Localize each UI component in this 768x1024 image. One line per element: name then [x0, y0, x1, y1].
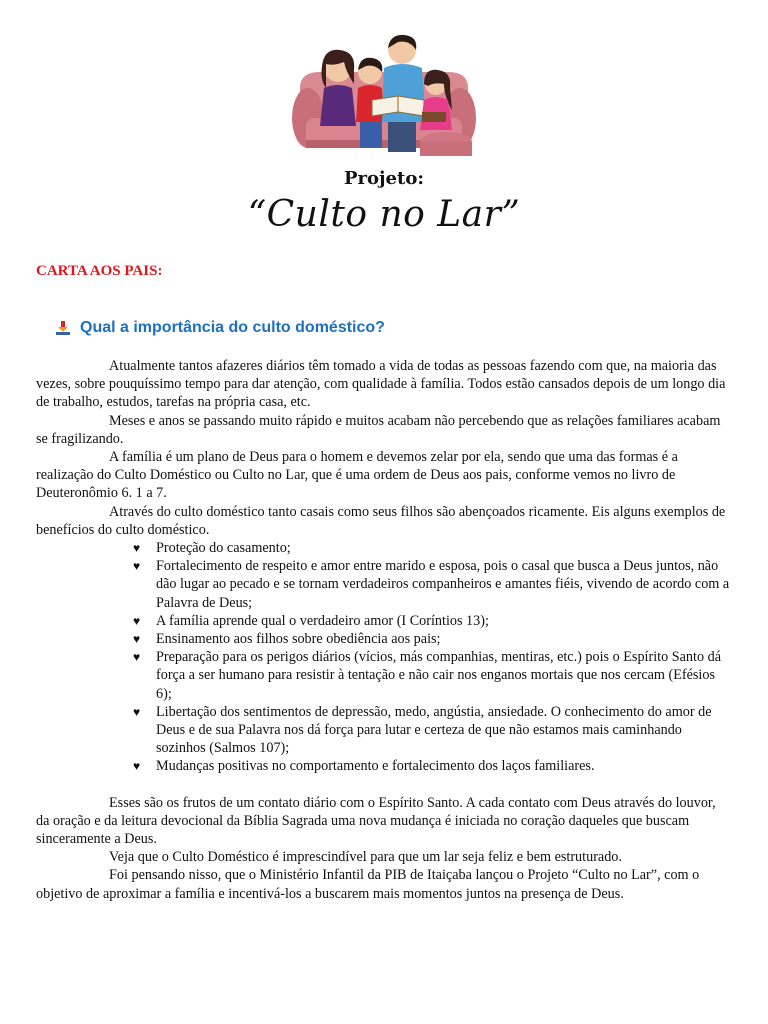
letter-heading: CARTA AOS PAIS: — [36, 263, 163, 279]
list-item-text: Ensinamento aos filhos sobre obediência aos pais; — [156, 631, 441, 648]
list-item — [133, 557, 732, 612]
list-item — [133, 757, 732, 775]
spacer — [36, 776, 732, 794]
section-title: Qual a importância do culto doméstico? — [80, 319, 385, 336]
paragraph: Meses e anos se passando muito rápido e muitos acabam não percebendo que as relações familiares acabam se fragilizando. — [36, 412, 721, 447]
list-item — [133, 630, 732, 648]
paragraph: Através do culto doméstico tanto casais como seus filhos são abençoados ricamente. Eis alguns exemplos de benefícios do culto doméstico. — [36, 503, 726, 538]
bullet-arrow-icon — [56, 321, 70, 335]
paragraph: Atualmente tantos afazeres diários têm tomado a vida de todas as pessoas fazendo com que, na maioria das vezes, sobre pouquíssimo tempo para dar atenção, com qualidade à família. Todos estão cansados depois de um longo dia de trabalho, estudos, tarefas na própria casa, etc. — [36, 358, 726, 411]
list-item — [133, 648, 732, 703]
heart-icon: ♥ — [133, 650, 141, 665]
heart-icon: ♥ — [133, 613, 141, 628]
heart-icon: ♥ — [133, 704, 141, 719]
list-item-text: Fortalecimento de respeito e amor entre marido e esposa, pois o casal que busca a Deus juntos, não dão lugar ao pecado e se tornam verdadeiros companheiros e amantes fiéis, vivendo de acordo com a Palavra de Deus; — [156, 558, 730, 611]
project-label: Projeto: — [344, 168, 424, 189]
project-title: “Culto no Lar” — [247, 194, 521, 235]
family-illustration — [286, 26, 482, 162]
list-item — [133, 539, 732, 557]
paragraph: Veja que o Culto Doméstico é imprescindível para que um lar seja feliz e bem estruturado. — [109, 849, 622, 866]
list-item-text: Mudanças positivas no comportamento e fortalecimento dos laços familiares. — [156, 758, 595, 775]
heart-icon: ♥ — [133, 759, 141, 774]
list-item-text: Libertação dos sentimentos de depressão, medo, angústia, ansiedade. O conhecimento do amor de Deus e de sua Palavra nos dá força para lutar e certeza de que não estamos mais caminhando sozinhos (Salmos 107); — [156, 703, 712, 757]
list-item-text: Preparação para os perigos diários (vícios, más companhias, mentiras, etc.) pois o Espírito Santo dá força a ser humano para resistir à tentação e não cair nos enganos mortais que nos cercam (Efésios 6); — [156, 649, 721, 702]
list-item-text: A família aprende qual o verdadeiro amor (I Coríntios 13); — [156, 612, 489, 629]
paragraph: Esses são os frutos de um contato diário com o Espírito Santo. A cada contato com Deus através do louvor, da oração e da leitura devocional da Bíblia Sagrada uma nova mudança é iniciada no coração daqueles que buscam sinceramente a Deus. — [36, 794, 716, 848]
paragraph: Foi pensando nisso, que o Ministério Infantil da PIB de Itaiçaba lançou o Projeto “Culto no Lar”, com o objetivo de aproximar a família e incentivá-los a buscarem mais momentos juntos na presença de Deus. — [36, 867, 700, 902]
heart-icon: ♥ — [133, 559, 141, 574]
list-item-text: Proteção do casamento; — [156, 540, 291, 557]
list-item — [133, 703, 732, 758]
benefits-list — [36, 539, 732, 776]
heart-icon: ♥ — [133, 632, 141, 647]
heart-icon: ♥ — [133, 541, 141, 556]
letter-body — [36, 357, 732, 903]
section-heading — [56, 319, 385, 337]
list-item — [133, 612, 732, 630]
paragraph: A família é um plano de Deus para o homem e devemos zelar por ela, sendo que uma das formas é a realização do Culto Doméstico ou Culto no Lar, que é uma ordem de Deus aos pais, conforme vemos no livro de Deuteronômio 6. 1 a 7. — [36, 449, 678, 502]
